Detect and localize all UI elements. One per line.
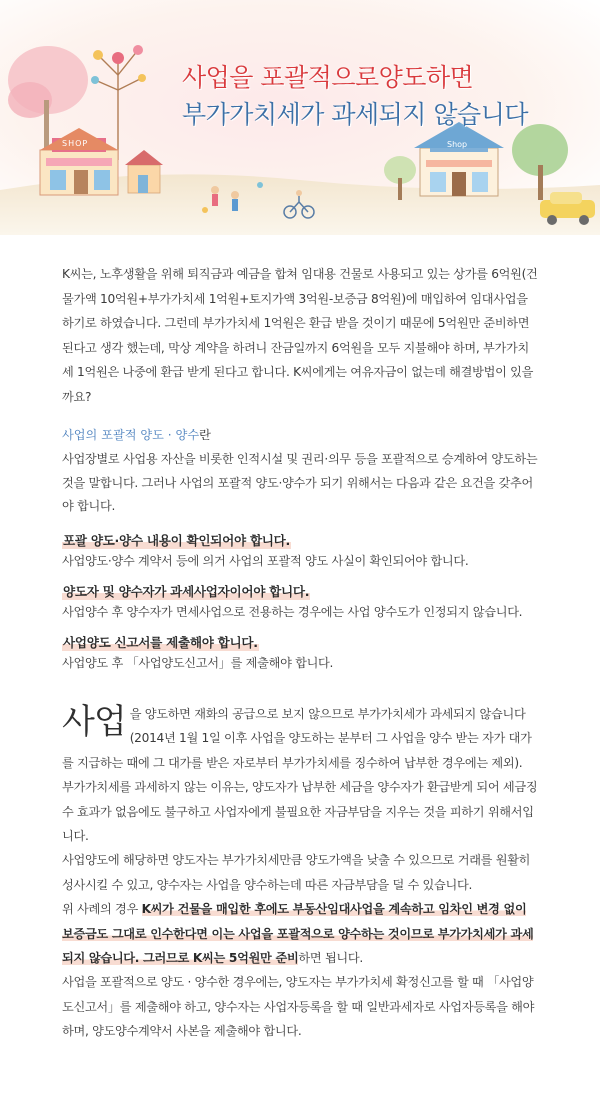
intro-paragraph: K씨는, 노후생활을 위해 퇴직금과 예금을 합쳐 임대용 건물로 사용되고 있는 상가를 6억원(건물가액 10억원+부가가치세 1억원+토지가액 3억원-보증금 8억원)에 매입하여 임대사업을 하기로 하였습니다. 그런데 부가가치세 1억원은 환급 받을 것이기 때문에 5억원만 준비하면 된다고 생각 했는데, 막상 계약을 하려니 잔금일까지 6억원을 모두 지불해야 하며, 부가가치세 1억원은 나중에 환급 받게 된다고 합니다. K씨에게는 여유자금이 없는데 해결방법이 있을까요? [62,267,538,404]
shop-sign-left: SHOP [62,139,89,148]
requirement-3-desc: 사업양도 후 「사업양도신고서」를 제출해야 합니다. [62,656,334,670]
explanation-paragraph-4 [62,897,540,970]
paragraph-4-suffix: 하면 됩니다. [298,951,363,966]
explanation-paragraph-2: 부가가치세를 과세하지 않는 이유는, 양도자가 납부한 세금을 양수자가 환급받게 되어 세금징수 효과가 없음에도 불구하고 사업자에게 불필요한 자금부담을 지우는 것을 피하기 위해서입니다. [62,780,538,844]
requirement-2-title: 양도자 및 양수자가 과세사업자이어야 합니다. [62,581,310,600]
explanation-body [62,702,540,1044]
dropcap: 사업 [62,702,126,742]
explanation-paragraph-3: 사업양도에 해당하면 양도자는 부가가치세만큼 양도가액을 낮출 수 있으므로 거래를 원활히 성사시킬 수 있고, 양수자는 사업을 양수하는데 따른 자금부담을 덜 수 있습니다. [62,853,531,892]
definition-paragraph: 사업장별로 사업용 자산을 비롯한 인적시설 및 권리·의무 등을 포괄적으로 승계하여 양도하는 것을 말합니다. 그러나 사업의 포괄적 양도·양수가 되기 위해서는 다음과 같은 요건을 갖추어야 합니다. [62,452,538,513]
requirement-3-title: 사업양도 신고서를 제출해야 합니다. [62,632,259,651]
section-title-suffix: 란 [199,428,211,442]
explanation-paragraph-5: 사업을 포괄적으로 양도 · 양수한 경우에는, 양도자는 부가가치세 확정신고를 할 때 「사업양도신고서」를 제출해야 하고, 양수자는 사업자등록을 할 때 일반과세자로 사업자등록을 해야 하며, 양도양수계약서 사본을 제출해야 합니다. [62,975,535,1039]
explanation-paragraph-1 [62,702,540,775]
page-title-line2: 부가가치세가 과세되지 않습니다 [182,100,528,129]
requirement-2-desc: 사업양수 후 양수자가 면세사업으로 전용하는 경우에는 사업 양수도가 인정되지 않습니다. [62,605,523,619]
paragraph-4-prefix: 위 사례의 경우 [62,902,142,917]
requirement-1-desc: 사업양도·양수 계약서 등에 의거 사업의 포괄적 양도 사실이 확인되어야 합니다. [62,554,469,568]
paragraph-1-text: 을 양도하면 재화의 공급으로 보지 않으므로 부가가치세가 과세되지 않습니다(2014년 1월 1일 이후 사업을 양도하는 분부터 그 사업을 양수 받는 자가 대가를 지급하는 때에 그 대가를 받은 자로부터 부가가치세를 징수하여 납부한 경우에는 제외). [62,707,532,770]
page-title-line1: 사업을 포괄적으로양도하면 [182,63,474,92]
section-title [62,426,211,443]
shop-sign-right: Shop [447,140,468,149]
section-title-accent: 사업의 포괄적 양도 · 양수 [62,428,200,442]
requirement-1-title: 포괄 양도·양수 내용이 확인되어야 합니다. [62,530,291,549]
paragraph-4-highlight: K씨가 건물을 매입한 후에도 부동산임대사업을 계속하고 임차인 변경 없이 보증금도 그대로 인수한다면 이는 사업을 포괄적으로 양수하는 것이므로 부가가치세가 과세되지 않습니다. 그러므로 K씨는 5억원만 준비 [62,902,534,966]
